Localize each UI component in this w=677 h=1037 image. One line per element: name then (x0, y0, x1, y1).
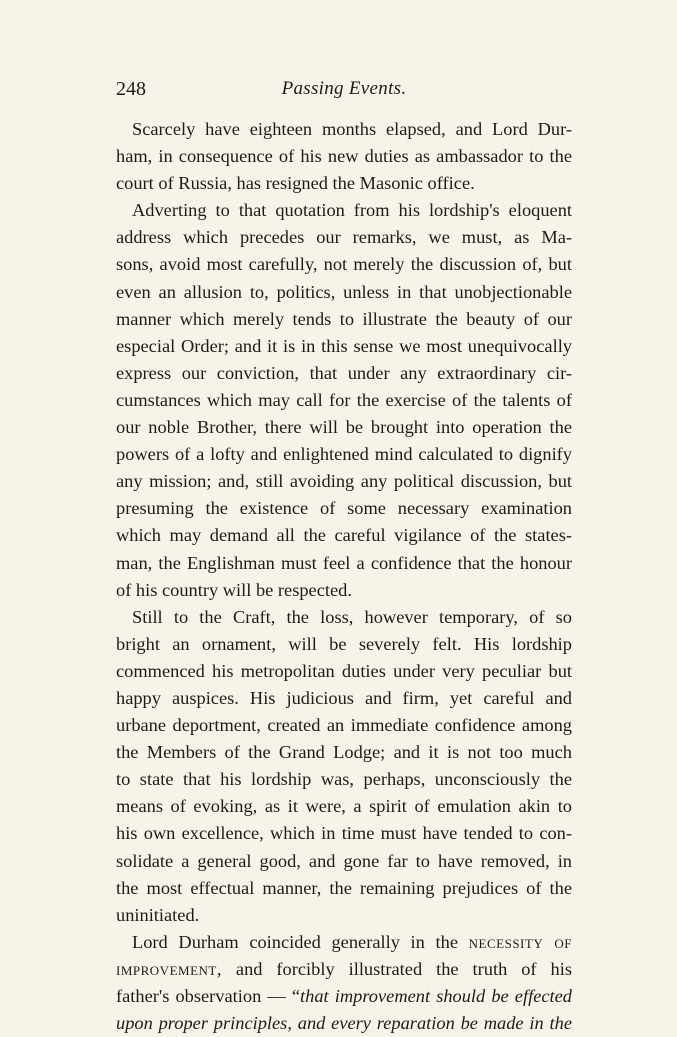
text-line: sons, avoid most carefully, not merely the discussion of, but (116, 254, 572, 275)
text-line (116, 983, 572, 1010)
text-line: address which precedes our remarks, we must, as Ma- (116, 227, 572, 248)
text-line: ham, in consequence of his new duties as ambassador to the (116, 146, 572, 167)
text-line: urbane deportment, created an immediate confidence among (116, 715, 572, 736)
text-line: manner which merely tends to illustrate the beauty of our (116, 308, 572, 329)
text-line: presuming the existence of some necessary examination (116, 498, 572, 519)
text-line: solidate a general good, and gone far to have removed, in (116, 850, 572, 871)
italic-run: upon proper principles, and every reparation be made in the (116, 1013, 572, 1034)
small-caps-run: necessity of (468, 931, 572, 952)
text-line: Scarcely have eighteen months elapsed, and Lord Dur- (132, 119, 572, 139)
text-line: court of Russia, has resigned the Masonic office. (116, 173, 475, 194)
text-line: especial Order; and it is in this sense we most unequivocally (116, 335, 572, 356)
text-line (116, 956, 572, 983)
text-line: cumstances which may call for the exercise of the talents of (116, 389, 572, 410)
small-caps-run: improvement, (116, 958, 222, 979)
text-line: Still to the Craft, the loss, however temporary, of so (132, 606, 572, 627)
text-run: Lord Durham coincided generally in the (132, 931, 458, 952)
text-line (116, 929, 572, 956)
text-line: commenced his metropolitan duties under very peculiar but (116, 660, 572, 681)
text-line: means of evoking, as it were, a spirit of emulation akin to (116, 796, 572, 817)
text-line: Adverting to that quotation from his lordship's eloquent (132, 200, 572, 221)
text-line: even an allusion to, politics, unless in that unobjectionable (116, 281, 572, 302)
text-run: father's observation — “ (116, 986, 301, 1006)
page-header (116, 78, 572, 104)
text-line: which may demand all the careful vigilance of the states- (116, 525, 572, 546)
running-title: Passing Events. (281, 78, 407, 99)
text-line: our noble Brother, there will be brought into operation the (116, 417, 572, 438)
text-line: uninitiated. (116, 904, 200, 925)
text-line: man, the Englishman must feel a confidence that the honour (116, 552, 572, 573)
text-line: express our conviction, that under any extraordinary cir- (116, 362, 572, 383)
text-line: any mission; and, still avoiding any political discussion, but (116, 471, 572, 492)
body-text (116, 116, 572, 1037)
text-line: the most effectual manner, the remaining prejudices of the (116, 877, 572, 898)
text-line: to state that his lordship was, perhaps, unconsciously the (116, 769, 572, 790)
text-run: and forcibly illustrated the truth of his (235, 958, 572, 979)
text-line: his own excellence, which in time must have tended to con- (116, 823, 572, 844)
text-line: of his country will be respected. (116, 579, 352, 600)
page-number: 248 (116, 78, 146, 100)
text-line: bright an ornament, will be severely felt. His lordship (116, 633, 572, 654)
text-line: powers of a lofty and enlightened mind calculated to dignify (116, 444, 572, 465)
italic-run: that improvement should be effected (300, 986, 572, 1006)
text-line (116, 1010, 572, 1037)
text-line: happy auspices. His judicious and firm, yet careful and (116, 687, 572, 708)
text-line: the Members of the Grand Lodge; and it is not too much (116, 742, 572, 763)
